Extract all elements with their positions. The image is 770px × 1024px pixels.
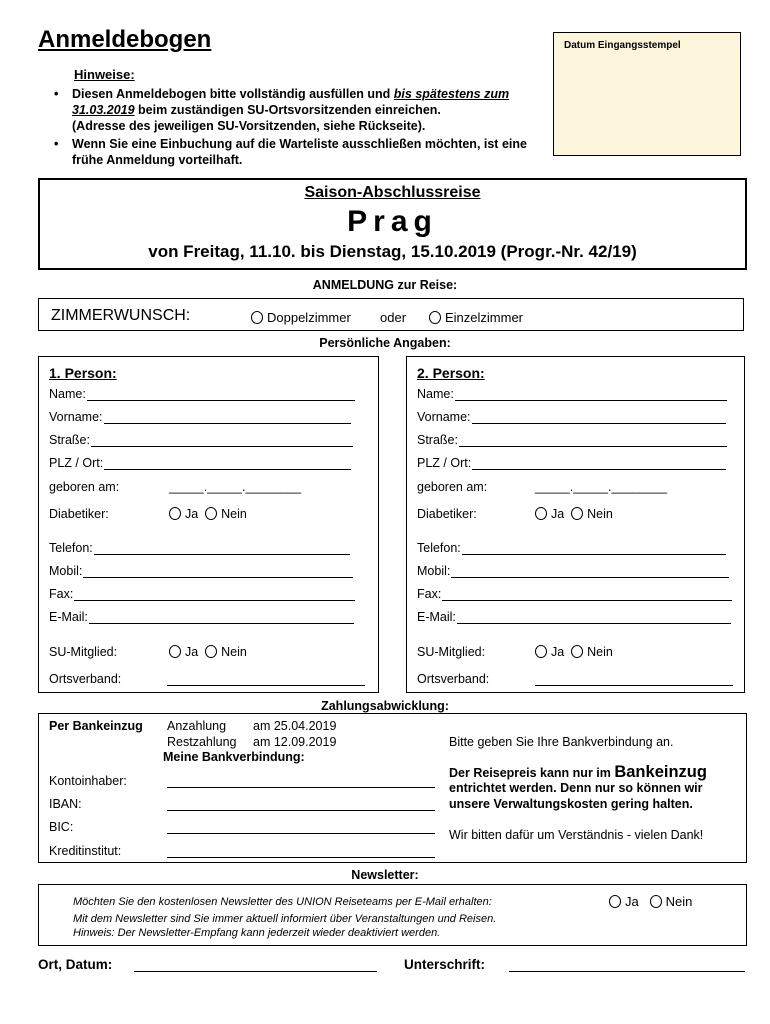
- kontoinhaber-field[interactable]: [167, 787, 435, 788]
- kontoinhaber-label: Kontoinhaber:: [49, 774, 127, 788]
- newsletter-heading: Newsletter:: [351, 868, 419, 882]
- person-1-heading: 1. Person:: [49, 365, 117, 381]
- person-2-vorname-field[interactable]: Vorname:: [417, 410, 726, 424]
- person-2-birthdate-field[interactable]: geboren am: _____._____.________: [417, 480, 668, 494]
- payment-method: Per Bankeinzug: [49, 719, 143, 733]
- person-1-diabetic-row: Diabetiker: Ja Nein: [49, 507, 247, 521]
- radio-circle-icon[interactable]: [169, 507, 181, 520]
- newsletter-box: [38, 884, 747, 946]
- deposit-date: am 25.04.2019: [253, 719, 337, 733]
- person-2-fax-field[interactable]: Fax:: [417, 587, 732, 601]
- bank-note-2: Der Reisepreis kann nur im Bankeinzug: [449, 763, 707, 781]
- radio-circle-icon[interactable]: [535, 507, 547, 520]
- place-date-label: Ort, Datum:: [38, 957, 113, 972]
- room-or-label: oder: [380, 310, 407, 325]
- radio-circle-icon[interactable]: [429, 311, 441, 324]
- balance-label: Restzahlung: [167, 735, 237, 749]
- trip-name: Prag: [347, 205, 438, 238]
- newsletter-info: Mit dem Newsletter sind Sie immer aktuell informiert über Veranstaltungen und Reisen.: [73, 913, 497, 925]
- radio-circle-icon[interactable]: [535, 645, 547, 658]
- form-title: Anmeldebogen: [38, 26, 212, 53]
- person-1-plz-field[interactable]: PLZ / Ort:: [49, 456, 351, 470]
- radio-circle-icon[interactable]: [571, 645, 583, 658]
- person-1-telefon-field[interactable]: Telefon:: [49, 541, 350, 555]
- newsletter-hint: Hinweis: Der Newsletter-Empfang kann jederzeit wieder deaktiviert werden.: [73, 927, 441, 939]
- person-2-heading: 2. Person:: [417, 365, 485, 381]
- newsletter-question: Möchten Sie den kostenlosen Newsletter des UNION Reiseteams per E-Mail erhalten:: [73, 896, 492, 908]
- iban-field[interactable]: [167, 810, 435, 811]
- bank-note-3: Wir bitten dafür um Verständnis - vielen Dank!: [449, 828, 704, 842]
- person-1-box: [38, 356, 379, 693]
- trip-dates: von Freitag, 11.10. bis Dienstag, 15.10.2019 (Progr.-Nr. 42/19): [148, 242, 637, 261]
- stamp-label: Datum Eingangsstempel: [564, 40, 681, 51]
- bank-note-1: Bitte geben Sie Ihre Bankverbindung an.: [449, 735, 674, 749]
- hint-bullet-2: • Wenn Sie eine Einbuchung auf die Warteliste ausschließen möchten, ist eine frühe Anmeldung vorteilhaft.: [52, 136, 547, 168]
- receipt-stamp-box: [553, 32, 741, 156]
- radio-circle-icon[interactable]: [251, 311, 263, 324]
- bank-note-2-line2: entrichtet werden. Denn nur so können wir: [449, 781, 703, 795]
- room-single-option[interactable]: Einzelzimmer: [429, 310, 523, 325]
- person-2-telefon-field[interactable]: Telefon:: [417, 541, 726, 555]
- room-choice-box: [38, 298, 744, 331]
- radio-circle-icon[interactable]: [571, 507, 583, 520]
- person-1-vorname-field[interactable]: Vorname:: [49, 410, 351, 424]
- person-1-email-field[interactable]: E-Mail:: [49, 610, 354, 624]
- deposit-label: Anzahlung: [167, 719, 227, 733]
- person-1-fax-field[interactable]: Fax:: [49, 587, 355, 601]
- person-2-name-field[interactable]: Name:: [417, 387, 727, 401]
- room-double-option[interactable]: Doppelzimmer: [251, 310, 351, 325]
- kreditinstitut-label: Kreditinstitut:: [49, 844, 122, 858]
- trip-subtitle: Saison-Abschlussreise: [304, 184, 481, 201]
- person-2-member-row: SU-Mitglied: Ja Nein: [417, 645, 613, 659]
- person-1-mobil-field[interactable]: Mobil:: [49, 564, 353, 578]
- hint-bullet-1: • Diesen Anmeldebogen bitte vollständig ausfüllen und bis spätestens zum 31.03.2019 beim zuständigen SU-Ortsvorsitzenden einreichen. (Adresse des jeweiligen SU-Vorsitzenden, siehe Rückseite).: [52, 86, 547, 134]
- signature-label: Unterschrift:: [404, 957, 486, 972]
- personal-heading: Persönliche Angaben:: [319, 336, 451, 350]
- room-label: ZIMMERWUNSCH:: [51, 307, 191, 324]
- radio-circle-icon[interactable]: [650, 895, 662, 908]
- newsletter-options: Ja Nein: [609, 894, 692, 909]
- person-1-name-field[interactable]: Name:: [49, 387, 355, 401]
- person-2-ortsverband-field[interactable]: Ortsverband:: [417, 672, 742, 686]
- payment-heading: Zahlungsabwicklung:: [321, 699, 449, 713]
- person-1-ortsverband-field[interactable]: Ortsverband:: [49, 672, 374, 686]
- bank-heading: Meine Bankverbindung:: [163, 750, 305, 764]
- trip-box: [38, 178, 747, 270]
- radio-circle-icon[interactable]: [205, 645, 217, 658]
- person-2-box: [406, 356, 745, 693]
- person-1-member-row: SU-Mitglied: Ja Nein: [49, 645, 247, 659]
- radio-circle-icon[interactable]: [609, 895, 621, 908]
- place-date-field[interactable]: [134, 971, 377, 972]
- person-2-strasse-field[interactable]: Straße:: [417, 433, 727, 447]
- person-2-email-field[interactable]: E-Mail:: [417, 610, 731, 624]
- hints-heading: Hinweise:: [74, 67, 135, 82]
- hints-list: [52, 86, 547, 170]
- registration-heading: ANMELDUNG zur Reise:: [312, 278, 458, 292]
- kreditinstitut-field[interactable]: [167, 857, 435, 858]
- person-1-birthdate-field[interactable]: geboren am: _____._____.________: [49, 480, 302, 494]
- signature-field[interactable]: [509, 971, 745, 972]
- bank-note-2-line3: unsere Verwaltungskosten gering halten.: [449, 797, 693, 811]
- person-2-diabetic-row: Diabetiker: Ja Nein: [417, 507, 613, 521]
- payment-box: [38, 713, 747, 863]
- radio-circle-icon[interactable]: [169, 645, 181, 658]
- radio-circle-icon[interactable]: [205, 507, 217, 520]
- balance-date: am 12.09.2019: [253, 735, 337, 749]
- bic-field[interactable]: [167, 833, 435, 834]
- person-1-strasse-field[interactable]: Straße:: [49, 433, 353, 447]
- bic-label: BIC:: [49, 820, 74, 834]
- iban-label: IBAN:: [49, 797, 82, 811]
- person-2-mobil-field[interactable]: Mobil:: [417, 564, 729, 578]
- person-2-plz-field[interactable]: PLZ / Ort:: [417, 456, 726, 470]
